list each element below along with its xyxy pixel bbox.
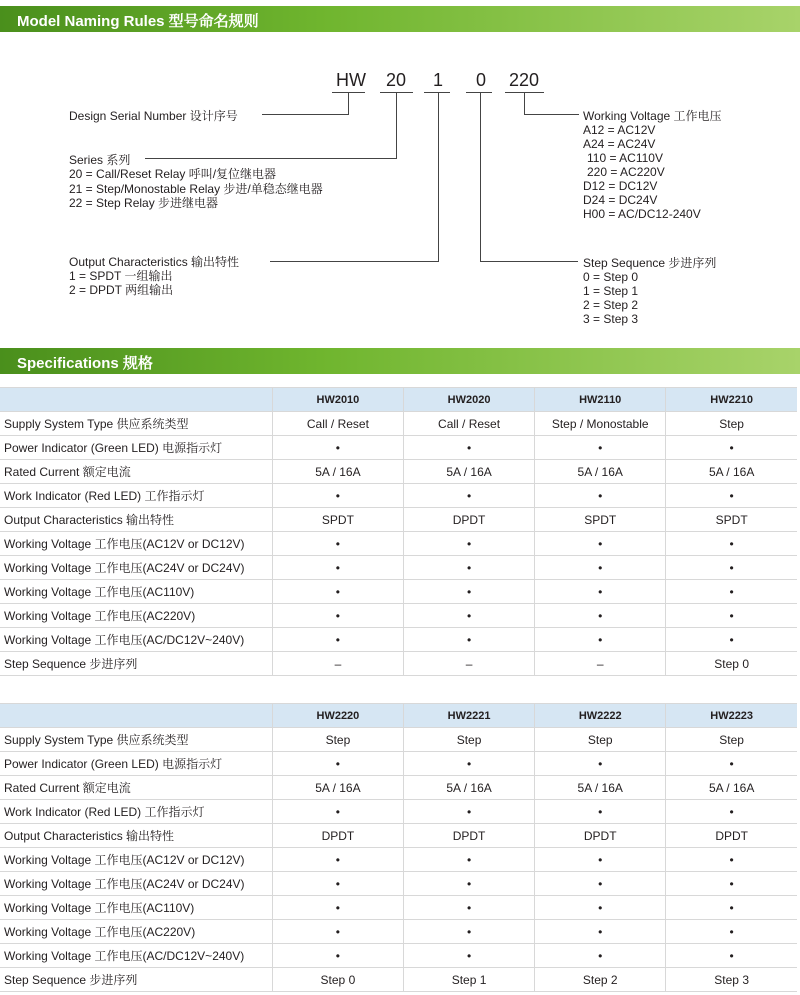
underline [466,92,492,93]
table-row [0,920,797,944]
table-cell: • [403,920,534,944]
row-label: Supply System Type 供应系统类型 [0,728,272,752]
step-line: 2 = Step 2 [583,298,639,312]
table-cell: Step [666,728,797,752]
connector [524,114,579,115]
table-row [0,508,797,532]
table-cell: • [535,436,666,460]
table-cell: • [535,872,666,896]
table-row [0,944,797,968]
row-label: Power Indicator (Green LED) 电源指示灯 [0,752,272,776]
step-line: 3 = Step 3 [583,312,639,326]
table-cell: • [535,944,666,968]
row-label: Working Voltage 工作电压(AC220V) [0,604,272,628]
row-label: Output Characteristics 输出特性 [0,508,272,532]
table-cell: • [666,800,797,824]
table-cell: Step 2 [535,968,666,992]
table-cell: • [272,896,403,920]
connector [270,261,438,262]
table-cell: 5A / 16A [535,460,666,484]
table-header-row [0,388,797,412]
table-cell: SPDT [666,508,797,532]
table-cell: DPDT [403,824,534,848]
design-serial-label: Design Serial Number 设计序号 [69,109,238,123]
table-row [0,412,797,436]
row-label: Output Characteristics 输出特性 [0,824,272,848]
model-header: HW2220 [272,704,403,728]
output-line: 1 = SPDT 一组输出 [69,269,173,283]
voltage-line: A24 = AC24V [583,137,656,151]
code-output: 1 [433,70,444,90]
table-row [0,896,797,920]
table-cell: • [272,580,403,604]
table-row [0,652,797,676]
row-label: Work Indicator (Red LED) 工作指示灯 [0,800,272,824]
table-cell: • [666,872,797,896]
row-label: Working Voltage 工作电压(AC110V) [0,896,272,920]
table-cell: • [403,484,534,508]
table-cell: • [535,532,666,556]
table-cell: • [272,532,403,556]
code-prefix: HW [336,70,366,90]
table-cell: • [535,896,666,920]
connector [480,92,481,262]
table-row [0,752,797,776]
table-cell: • [272,848,403,872]
underline [424,92,450,93]
table-cell: 5A / 16A [403,776,534,800]
table-cell: • [403,800,534,824]
table-row [0,604,797,628]
table-cell: • [666,628,797,652]
table-cell: – [272,652,403,676]
table-cell: • [403,872,534,896]
table-cell: • [403,944,534,968]
row-label: Working Voltage 工作电压(AC24V or DC24V) [0,556,272,580]
voltage-line: A12 = AC12V [583,123,656,137]
table-header-row [0,704,797,728]
table-row [0,872,797,896]
row-label: Step Sequence 步进序列 [0,968,272,992]
table-cell: Step 3 [666,968,797,992]
table-cell: • [272,944,403,968]
series-line: 20 = Call/Reset Relay 呼叫/复位继电器 [69,167,277,181]
row-label: Supply System Type 供应系统类型 [0,412,272,436]
table-cell: • [403,556,534,580]
table-cell: • [403,896,534,920]
connector [145,158,396,159]
table-cell: • [272,604,403,628]
model-header: HW2222 [535,704,666,728]
voltage-title: Working Voltage 工作电压 [583,109,722,123]
table-cell: • [535,484,666,508]
naming-rules-header: Model Naming Rules 型号命名规则 [0,6,800,32]
series-line: 21 = Step/Monostable Relay 步进/单稳态继电器 [69,182,323,196]
series-title: Series 系列 [69,153,131,167]
table-cell: Step [666,412,797,436]
table-cell: • [272,484,403,508]
table-cell: • [535,628,666,652]
voltage-line: H00 = AC/DC12-240V [583,207,701,221]
table-row [0,968,797,992]
connector [480,261,578,262]
table-cell: Step / Monostable [535,412,666,436]
connector [262,114,348,115]
table-cell: Step 0 [272,968,403,992]
table-cell: • [666,752,797,776]
table-row [0,460,797,484]
table-cell: • [272,436,403,460]
table-cell: • [272,556,403,580]
connector [348,92,349,115]
model-header: HW2210 [666,388,797,412]
table-cell: Step [535,728,666,752]
table-cell: Call / Reset [403,412,534,436]
row-label: Working Voltage 工作电压(AC/DC12V~240V) [0,944,272,968]
series-line: 22 = Step Relay 步进继电器 [69,196,219,210]
row-label: Working Voltage 工作电压(AC24V or DC24V) [0,872,272,896]
table-cell: • [666,484,797,508]
table-row [0,556,797,580]
table-row [0,776,797,800]
table-cell: Step 0 [666,652,797,676]
table-cell: • [535,752,666,776]
table-cell: • [535,920,666,944]
table-cell: 5A / 16A [535,776,666,800]
model-header: HW2221 [403,704,534,728]
table-cell: • [272,920,403,944]
table-row [0,436,797,460]
table-cell: – [535,652,666,676]
step-line: 1 = Step 1 [583,284,639,298]
code-series: 20 [386,70,407,90]
table-cell: 5A / 16A [666,776,797,800]
table-cell: SPDT [535,508,666,532]
table-cell: • [666,436,797,460]
table-cell: • [535,800,666,824]
table-cell: • [535,556,666,580]
table-cell: • [666,896,797,920]
voltage-line: 220 = AC220V [587,165,665,179]
table-cell: Step [403,728,534,752]
table-cell: • [666,604,797,628]
row-label: Working Voltage 工作电压(AC220V) [0,920,272,944]
row-label: Rated Current 额定电流 [0,776,272,800]
table-cell: • [666,848,797,872]
output-line: 2 = DPDT 两组输出 [69,283,174,297]
table-cell: • [535,604,666,628]
table-cell: • [272,628,403,652]
row-label: Working Voltage 工作电压(AC110V) [0,580,272,604]
header-blank-cell [0,388,272,412]
table-cell: DPDT [272,824,403,848]
header-blank-cell [0,704,272,728]
table-cell: Step 1 [403,968,534,992]
table-cell: • [272,872,403,896]
voltage-line: 110 = AC110V [587,151,663,165]
step-line: 0 = Step 0 [583,270,639,284]
table-cell: • [403,532,534,556]
voltage-line: D24 = DC24V [583,193,658,207]
table-row [0,800,797,824]
model-header: HW2020 [403,388,534,412]
row-label: Step Sequence 步进序列 [0,652,272,676]
table-row [0,628,797,652]
table-row [0,580,797,604]
table-cell: • [535,580,666,604]
table-cell: 5A / 16A [403,460,534,484]
row-label: Rated Current 额定电流 [0,460,272,484]
row-label: Working Voltage 工作电压(AC12V or DC12V) [0,532,272,556]
table-cell: • [535,848,666,872]
voltage-line: D12 = DC12V [583,179,658,193]
table-row [0,484,797,508]
table-row [0,728,797,752]
spec-table-2 [0,703,797,992]
table-cell: DPDT [403,508,534,532]
row-label: Working Voltage 工作电压(AC12V or DC12V) [0,848,272,872]
spec-table-1 [0,387,797,676]
table-cell: • [403,604,534,628]
row-label: Working Voltage 工作电压(AC/DC12V~240V) [0,628,272,652]
step-title: Step Sequence 步进序列 [583,256,717,270]
table-cell: • [272,752,403,776]
table-cell: • [403,580,534,604]
table-cell: DPDT [666,824,797,848]
table-cell: • [403,848,534,872]
model-header: HW2110 [535,388,666,412]
table-cell: DPDT [535,824,666,848]
table-cell: Step [272,728,403,752]
table-cell: • [403,752,534,776]
table-cell: • [666,532,797,556]
table-cell: • [666,580,797,604]
table-cell: • [403,628,534,652]
table-row [0,848,797,872]
table-cell: 5A / 16A [666,460,797,484]
table-cell: • [666,920,797,944]
table-cell: • [272,800,403,824]
row-label: Power Indicator (Green LED) 电源指示灯 [0,436,272,460]
table-cell: – [403,652,534,676]
code-step: 0 [476,70,487,90]
table-cell: • [403,436,534,460]
code-voltage: 220 [509,70,540,90]
table-cell: 5A / 16A [272,460,403,484]
model-header: HW2223 [666,704,797,728]
table-row [0,532,797,556]
model-header: HW2010 [272,388,403,412]
table-cell: 5A / 16A [272,776,403,800]
table-row [0,824,797,848]
table-cell: • [666,944,797,968]
table-cell: Call / Reset [272,412,403,436]
row-label: Work Indicator (Red LED) 工作指示灯 [0,484,272,508]
connector [524,92,525,115]
connector [438,92,439,262]
output-title: Output Characteristics 输出特性 [69,255,240,269]
table-cell: SPDT [272,508,403,532]
connector [396,92,397,159]
table-cell: • [666,556,797,580]
specifications-header: Specifications 规格 [0,348,800,374]
